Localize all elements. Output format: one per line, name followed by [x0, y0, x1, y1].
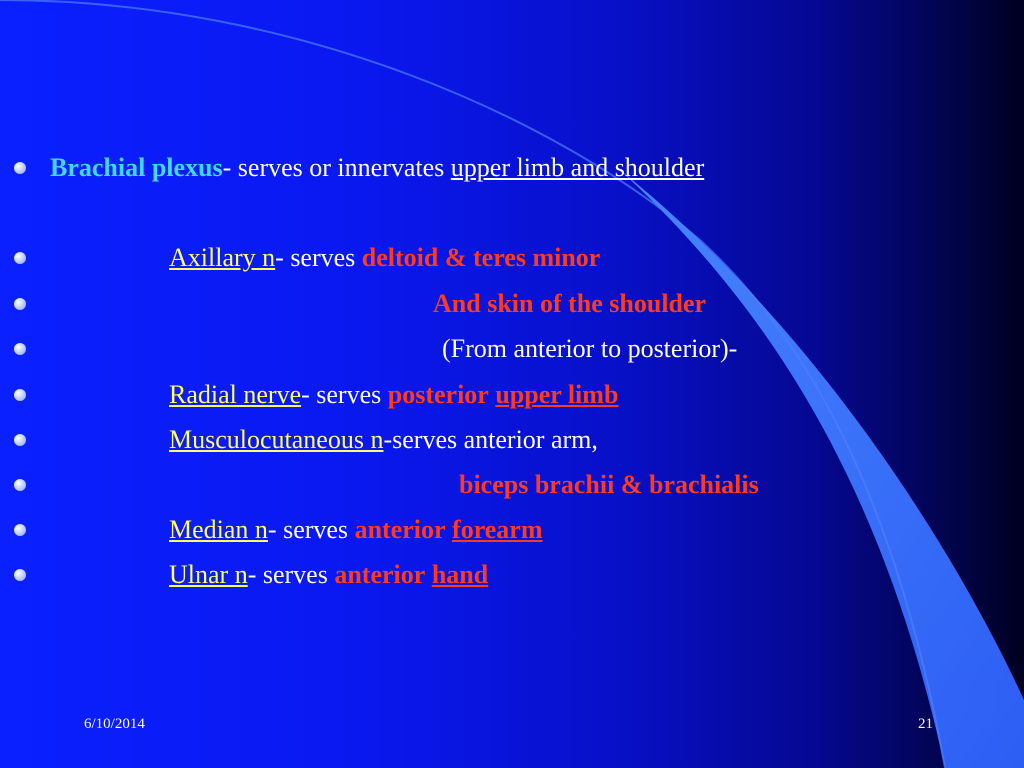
bullet-item: [0, 242, 1024, 282]
target-region: And skin of the shoulder: [433, 289, 707, 318]
bullet-item: [0, 559, 1024, 599]
bullet-item: [0, 514, 1024, 554]
target-region: deltoid & teres minor: [361, 243, 601, 272]
bullet-item: [0, 424, 1024, 464]
nerve-name: Musculocutaneous n: [169, 425, 384, 454]
bullet-item: [0, 333, 1024, 373]
bullet-icon: [14, 162, 26, 174]
nerve-name: Radial nerve: [169, 380, 302, 409]
bullet-icon: [14, 298, 26, 310]
nerve-name: Median n: [169, 515, 268, 544]
target-region: upper limb and shoulder: [450, 153, 705, 182]
bullet-icon: [14, 252, 26, 264]
bullet-icon: [14, 389, 26, 401]
bullet-icon: [14, 343, 26, 355]
target-region: anterior: [334, 560, 426, 589]
description: -serves anterior arm,: [383, 425, 598, 454]
bullet-item: [0, 152, 1024, 192]
nerve-name: Ulnar n: [169, 560, 248, 589]
topic-title: Brachial plexus: [50, 153, 223, 182]
description: (From anterior to posterior)-: [442, 334, 738, 363]
bullet-icon: [14, 569, 26, 581]
bullet-item: [0, 288, 1024, 328]
page-number: 21: [918, 716, 933, 732]
target-region: posterior: [387, 380, 489, 409]
nerve-name: Axillary n: [169, 243, 276, 272]
description: - serves: [267, 515, 355, 544]
bullet-item: [0, 379, 1024, 419]
bullet-icon: [14, 524, 26, 536]
target-region: biceps brachii & brachialis: [459, 470, 759, 499]
description: - serves: [301, 380, 388, 409]
bullet-item: [0, 469, 1024, 509]
target-region: forearm: [452, 515, 543, 544]
target-region: upper limb: [495, 380, 619, 409]
bullet-icon: [14, 434, 26, 446]
description: - serves: [275, 243, 362, 272]
description: - serves or innervates: [222, 153, 451, 182]
target-region: anterior: [354, 515, 446, 544]
bullet-icon: [14, 479, 26, 491]
target-region: hand: [431, 560, 489, 589]
description: - serves: [247, 560, 335, 589]
footer-date: 6/10/2014: [84, 716, 145, 732]
